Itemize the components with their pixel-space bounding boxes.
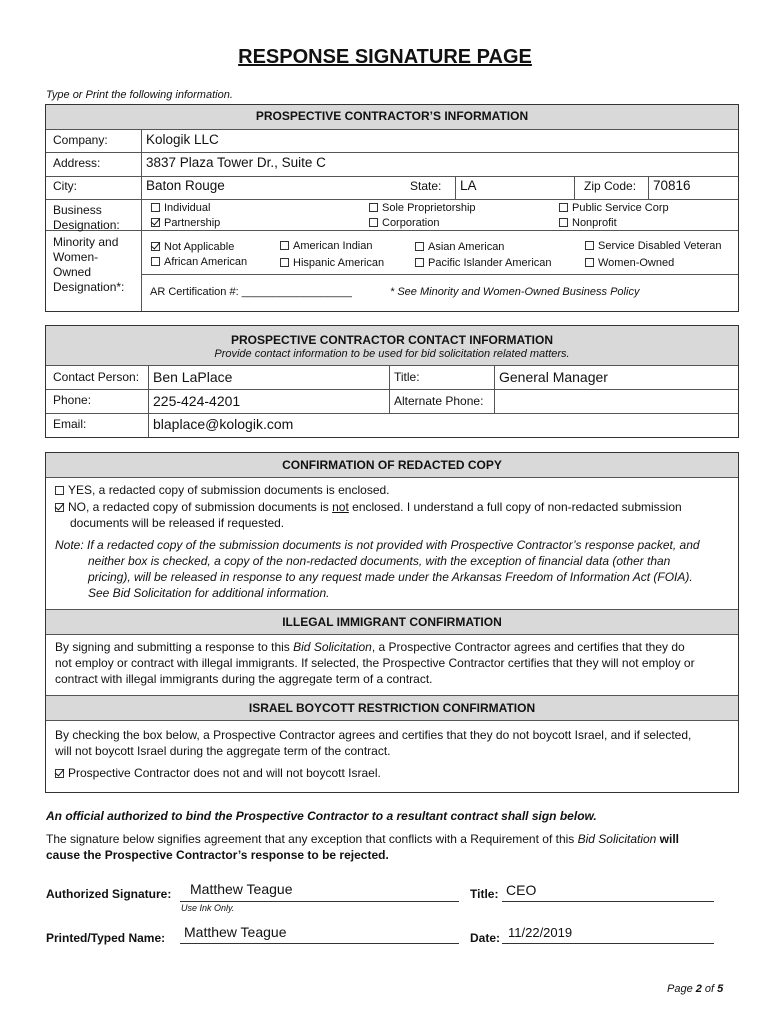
address-label: Address: [53,156,101,170]
authorized-signature-line[interactable] [180,901,459,902]
printed-name-value: Matthew Teague [184,924,287,940]
checkbox[interactable] [280,241,289,250]
minority-designation-label: Minority and Women- Owned Designation*: [53,235,125,294]
checkbox[interactable] [415,242,424,251]
checkbox[interactable] [151,203,160,212]
checkbox[interactable] [559,203,568,212]
checkbox-checked[interactable] [55,503,64,512]
redacted-yes-option[interactable]: YES, a redacted copy of submission documents is enclosed. [55,482,390,498]
authorized-signature-value: Matthew Teague [190,881,293,897]
city-field[interactable]: Baton Rouge [146,178,225,193]
alternate-phone-field[interactable] [499,392,729,410]
checkbox[interactable] [151,257,160,266]
business-partnership-option[interactable]: Partnership [151,217,220,229]
page-title: RESPONSE SIGNATURE PAGE [238,46,532,68]
business-nonprofit-option[interactable]: Nonprofit [559,217,617,229]
phone-label: Phone: [53,393,92,407]
checkbox[interactable] [415,258,424,267]
page-number: Page 2 of 5 [667,983,724,995]
printed-name-label: Printed/Typed Name: [46,931,166,945]
checkbox[interactable] [585,241,594,250]
company-label: Company: [53,133,108,147]
date-value: 11/22/2019 [508,925,573,940]
policy-note: * See Minority and Women-Owned Business Policy [390,286,640,298]
minority-veteran-option[interactable]: Service Disabled Veteran [585,240,722,252]
checkbox[interactable] [585,258,594,267]
checkbox[interactable] [55,486,64,495]
title-value: CEO [506,882,537,898]
title-label: Title: [470,887,499,901]
zip-field[interactable]: 70816 [653,178,691,193]
date-line[interactable] [502,943,714,944]
alternate-phone-label: Alternate Phone: [394,394,484,408]
minority-hispanic-option[interactable]: Hispanic American [280,257,384,269]
checkbox-checked[interactable] [55,769,64,778]
email-label: Email: [53,417,87,431]
redacted-note: Note: If a redacted copy of the submission documents is not provided with Prospective Contractor’s response packet, and neither box is checked, a copy of the non-redacted documents, with the exception of financial data (other than pricing), will be released in response to any request made under the Arkansas Freedom of Information Act (FOIA). See Bid Solicitation for additional information. [55,538,700,600]
official-statement: An official authorized to bind the Prospective Contractor to a resultant contract shall sign below. [46,809,597,823]
checkbox[interactable] [369,218,378,227]
title-line[interactable] [502,901,714,902]
authorized-signature-label: Authorized Signature: [46,887,172,901]
checkbox[interactable] [369,203,378,212]
ink-note: Use Ink Only. [181,903,235,913]
minority-asian-option[interactable]: Asian American [415,241,504,253]
email-field[interactable]: blaplace@kologik.com [153,416,294,432]
business-sole-option[interactable]: Sole Proprietorship [369,202,476,214]
contractor-info-header: PROSPECTIVE CONTRACTOR’S INFORMATION [46,105,738,129]
intro-text: Type or Print the following information. [46,89,233,101]
boycott-text: By checking the box below, a Prospective Contractor agrees and certifies that they do not boycott Israel, and if selected, will not boycott Israel during the aggregate term of the contract. [55,728,692,758]
printed-name-line[interactable] [180,943,459,944]
business-corporation-option[interactable]: Corporation [369,217,439,229]
ar-certification-field[interactable]: AR Certification #: __________________ [150,286,352,298]
minority-pacific-option[interactable]: Pacific Islander American [415,257,552,269]
business-individual-option[interactable]: Individual [151,202,210,214]
contact-info-subheader: Provide contact information to be used for bid solicitation related matters. [214,348,570,360]
contact-title-label: Title: [394,370,420,384]
state-field[interactable]: LA [460,178,477,193]
checkbox-checked[interactable] [151,218,160,227]
phone-field[interactable]: 225-424-4201 [153,393,241,409]
redacted-copy-header: CONFIRMATION OF REDACTED COPY [46,453,738,477]
contact-person-field[interactable]: Ben LaPlace [153,369,233,385]
contact-person-label: Contact Person: [53,370,140,384]
contractor-info-section [45,104,739,312]
checkbox[interactable] [280,258,289,267]
immigrant-header: ILLEGAL IMMIGRANT CONFIRMATION [46,610,738,634]
checkbox-checked[interactable] [151,242,160,251]
immigrant-text: By signing and submitting a response to this Bid Solicitation, a Prospective Contractor agrees and certifies that they do not employ or contract with illegal immigrants. If selected, the Prospective Contractor certifies that they will not employ or contract with illegal immigrants during the aggregate term of a contract. [55,640,695,686]
boycott-header: ISRAEL BOYCOTT RESTRICTION CONFIRMATION [46,696,738,720]
minority-not-applicable-option[interactable]: Not Applicable [151,241,234,253]
agreement-statement: The signature below signifies agreement that any exception that conflicts with a Requirement of this Bid Solicitation will cause the Prospective Contractor’s response to be rejected. [46,832,680,862]
redacted-no-option[interactable]: NO, a redacted copy of submission documents is not enclosed. I understand a full copy of non-redacted submission [55,499,682,515]
city-label: City: [53,179,77,193]
contact-info-header: PROSPECTIVE CONTRACTOR CONTACT INFORMATION Provide contact information to be used for bid solicitation related matters. [46,326,738,365]
date-label: Date: [470,931,501,945]
business-designation-label: Business Designation: [53,203,120,232]
company-field[interactable]: Kologik LLC [146,132,219,147]
minority-women-option[interactable]: Women-Owned [585,257,674,269]
checkbox[interactable] [559,218,568,227]
boycott-check-option[interactable]: Prospective Contractor does not and will not boycott Israel. [55,765,381,781]
minority-african-option[interactable]: African American [151,256,247,268]
redacted-no-option-cont: documents will be released if requested. [70,516,285,530]
contact-title-field[interactable]: General Manager [499,369,608,385]
state-label: State: [410,179,442,193]
zip-label: Zip Code: [584,179,637,193]
minority-american-indian-option[interactable]: American Indian [280,240,373,252]
address-field[interactable]: 3837 Plaza Tower Dr., Suite C [146,155,326,170]
business-public-option[interactable]: Public Service Corp [559,202,669,214]
contact-info-section [45,325,739,438]
confirmation-section [45,452,739,793]
